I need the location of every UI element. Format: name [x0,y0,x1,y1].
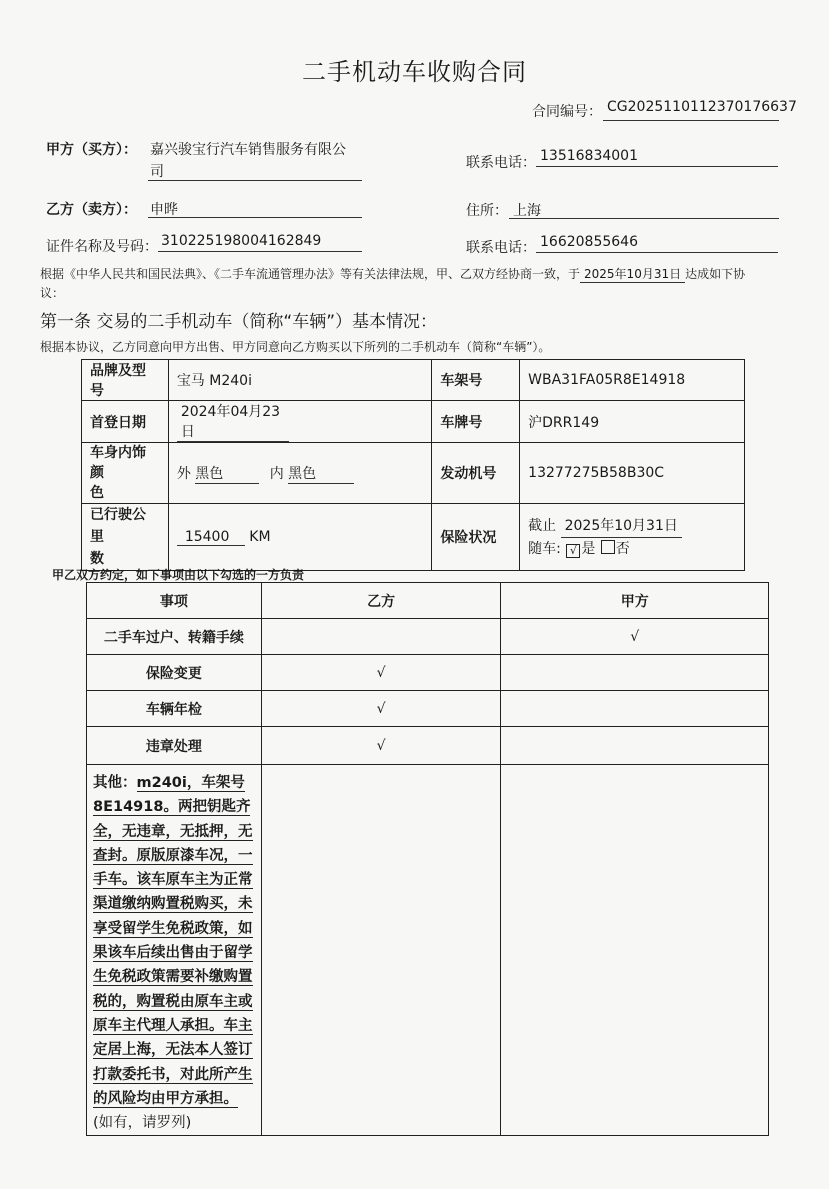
other-label: 其他： [93,775,137,791]
with-car-no-checkbox [601,540,615,554]
contract-no-underline [603,120,779,121]
party-b-name-underline [148,217,362,218]
duty-mark-a [501,691,769,727]
other-party-b-cell [261,765,501,1136]
other-note: (如有，请罗列) [93,1115,192,1132]
model-value: 宝马 M240i [168,360,432,401]
duty-item: 保险变更 [87,655,262,691]
insurance-prefix: 截止 [528,517,557,534]
party-a-phone-label: 联系电话： [466,155,536,171]
other-terms-text [93,771,261,1135]
insurance-date: 2025年10月31日 [561,515,682,538]
plate-value: 沪DRR149 [520,401,745,443]
article1-heading: 第一条 交易的二手机动车（简称“车辆”）基本情况： [40,312,438,332]
other-terms-cell [87,765,262,1136]
vin-value: WBA31FA05R8E14918 [520,360,745,401]
party-b-address-underline [509,218,779,219]
with-car-label: 随车: [528,540,561,557]
party-a-phone-underline [536,166,778,167]
duty-mark-a [501,727,769,765]
duty-table [86,582,769,1136]
int-color-value: 黑色 [288,463,354,484]
duty-row-insurance [87,655,769,691]
other-line: 定居上海，无法本人签订 [93,1042,253,1059]
other-line: 生免税政策需要补缴购置 [93,969,253,986]
duty-intro: 甲乙双方约定，如下事项由以下勾选的一方负责 [52,568,305,582]
party-b-phone-label: 联系电话： [466,240,536,256]
other-line: m240i，车架号 [136,775,245,791]
mileage-value: 15400 [177,529,245,546]
duty-mark-b [261,619,501,655]
duty-row-other [87,765,769,1136]
ext-color-value: 黑色 [195,463,259,484]
vehicle-info-table [81,359,745,571]
other-line: 渠道缴纳购置税购买，未 [93,896,253,913]
party-a-label: 甲方（买方）： [46,142,137,158]
color-label: 车身内饰颜 色 [82,443,169,504]
duty-item: 二手车过户、转籍手续 [87,619,262,655]
other-line: 打款委托书，对此所产生 [93,1066,253,1083]
reg-date-label: 首登日期 [82,401,169,443]
party-b-id-no: 310225198004162849 [161,233,322,249]
with-car-no-label: 否 [615,540,630,557]
duty-header-party-b: 乙方 [261,583,501,619]
mileage-unit: KM [249,528,271,545]
article1-intro: 根据本协议，乙方同意向甲方出售、甲方同意向乙方购买以下所列的二手机动车（简称“车辆”）。 [40,340,551,354]
party-b-id-underline [158,251,362,252]
duty-mark-b: √ [261,655,501,691]
model-label: 品牌及型号 [82,360,169,401]
page-title: 二手机动车收购合同 [302,58,527,86]
party-b-address-label: 住所： [466,203,508,219]
other-line: 8E14918。两把钥匙齐 [93,799,251,816]
contract-no-value: CG2025110112370176637 [607,99,797,115]
other-line: 全，无违章，无抵押，无 [93,823,253,840]
engine-label: 发动机号 [432,443,520,504]
duty-item: 违章处理 [87,727,262,765]
insurance-label: 保险状况 [432,504,520,571]
party-a-name-line1: 嘉兴骏宝行汽车销售服务有限公 [150,142,346,158]
duty-mark-a [501,655,769,691]
vin-label: 车架号 [432,360,520,401]
duty-row-inspection [87,691,769,727]
duty-header-row [87,583,769,619]
int-color-prefix: 内 [269,465,284,482]
other-line: 手车。该车原车主为正常 [93,872,253,889]
preamble-date: 2025年10月31日 [580,265,685,283]
preamble-text: 根据《中华人民共和国民法典》、《二手车流通管理办法》等有关法律法规，甲、乙双方经协商一致，于 2025年10月31日 达成如下协 [40,267,746,281]
duty-row-violation [87,727,769,765]
party-b-name: 申晔 [150,202,178,218]
duty-mark-a: √ [501,619,769,655]
contract-no-label: 合同编号： [532,104,602,120]
party-b-id-label: 证件名称及号码： [46,239,158,255]
duty-header-party-a: 甲方 [501,583,769,619]
duty-header-item: 事项 [87,583,262,619]
preamble-text-cont: 议： [40,286,65,300]
party-b-phone: 16620855646 [540,234,638,250]
other-line: 税的，购置税由原车主或 [93,993,253,1010]
mileage-label: 已行驶公里 数 [82,504,169,571]
party-b-address: 上海 [513,203,541,219]
duty-mark-b: √ [261,691,501,727]
party-a-phone: 13516834001 [540,148,638,164]
plate-label: 车牌号 [432,401,520,443]
with-car-yes-checkbox: √ [566,544,580,558]
party-a-name-line2: 司 [150,164,164,180]
party-b-phone-underline [536,252,778,253]
duty-item: 车辆年检 [87,691,262,727]
ext-color-prefix: 外 [176,465,191,482]
duty-mark-b: √ [261,727,501,765]
other-line: 果该车后续出售由于留学 [93,945,253,962]
engine-value: 13277275B58B30C [520,443,745,504]
other-line: 享受留学生免税政策，如 [93,920,253,937]
with-car-yes-label: 是 [581,540,596,557]
party-b-label: 乙方（卖方）： [46,202,137,218]
other-line: 的风险均由甲方承担。 [93,1090,238,1107]
duty-row-transfer [87,619,769,655]
reg-date-value: 2024年04月23日 [177,401,289,442]
other-party-a-cell [501,765,769,1136]
other-line: 原车主代理人承担。车主 [93,1017,253,1034]
party-a-name-underline [148,180,362,181]
other-line: 查封。原版原漆车况，一 [93,847,253,864]
